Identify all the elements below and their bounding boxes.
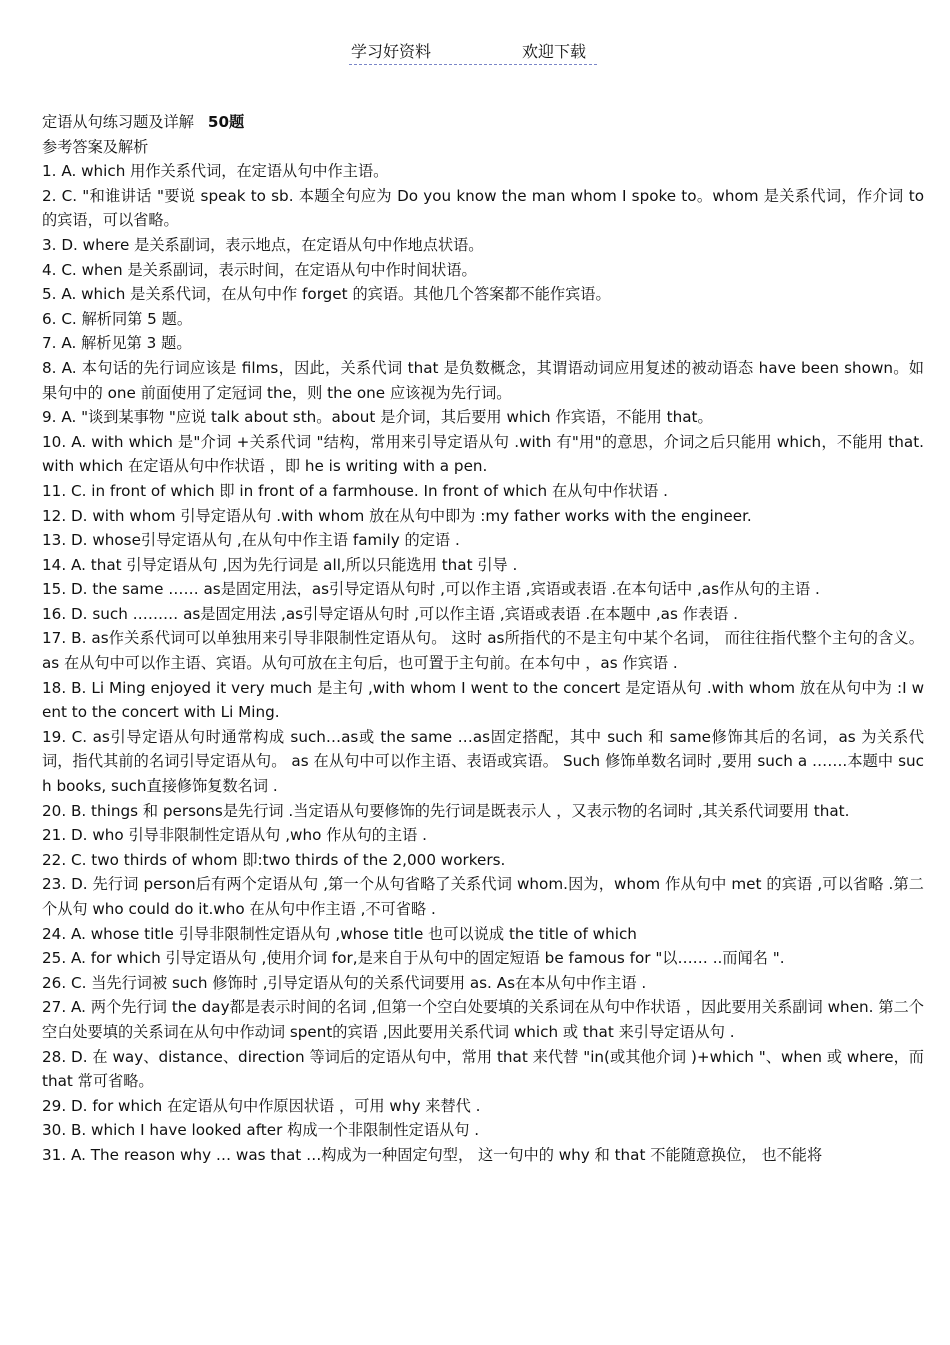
- answer-item: 4. C. when 是关系副词，表示时间，在定语从句中作时间状语。: [42, 260, 477, 279]
- header-left-text: 学习好资料: [351, 42, 432, 61]
- answer-item: 6. C. 解析同第 5 题。: [42, 309, 193, 328]
- answer-item: 7. A. 解析见第 3 题。: [42, 334, 192, 353]
- answer-item: 13. D. whose引导定语从句 ,在从句中作主语 family 的定语 .: [42, 531, 460, 550]
- header-bar: [349, 40, 597, 65]
- answer-item: 12. D. with whom 引导定语从句 .with whom 放在从句中即为 :my father works with the engineer.: [42, 506, 752, 525]
- answer-item: 8. A. 本句话的先行词应该是 films，因此，关系代词 that 是负数概念，其谓语动词应用复述的被动语态 have been shown。如果句中的 one 前面使用了定冠词 the，则 the one 应该视为先行词。: [42, 358, 924, 402]
- answer-item: 31. A. The reason why … was that …构成为一种固定句型， 这一句中的 why 和 that 不能随意换位， 也不能将: [42, 1145, 823, 1164]
- answer-item: 26. C. 当先行词被 such 修饰时 ,引导定语从句的关系代词要用 as. As在本从句中作主语 .: [42, 973, 647, 992]
- answer-item: 22. C. two thirds of whom 即:two thirds of the 2,000 workers.: [42, 850, 506, 869]
- answer-item: 17. B. as作关系代词可以单独用来引导非限制性定语从句。 这时 as所指代的不是主句中某个名词， 而往往指代整个主句的含义。 as 在从句中可以作主语、宾语。从句可放在主句后，也可置于主句前。在本句中 ，as 作宾语 .: [42, 629, 924, 673]
- answer-item: 18. B. Li Ming enjoyed it very much 是主句 ,with whom I went to the concert 是定语从句 .with whom 放在从句中为 :I went to the concert with Li Ming.: [42, 678, 924, 722]
- answer-item: 19. C. as引导定语从句时通常构成 such…as或 the same …as固定搭配，其中 such 和 same修饰其后的名词，as 为关系代词，指代其前的名词引导定语从句。 as 在从句中可以作主语、表语或宾语。 Such 修饰单数名词时 ,要用 such a …….本题中 such books, such直接修饰复数名词 .: [42, 727, 924, 796]
- answer-item: 23. D. 先行词 person后有两个定语从句 ,第一个从句省略了关系代词 whom.因为，whom 作从句中 met 的宾语 ,可以省略 .第二个从句 who could do it.who 在从句中作主语 ,不可省略 .: [42, 875, 924, 918]
- answer-item: 21. D. who 引导非限制性定语从句 ,who 作从句的主语 .: [42, 826, 427, 845]
- answer-item: 15. D. the same …… as是固定用法，as引导定语从句时 ,可以作主语 ,宾语或表语 .在本句话中 ,as作从句的主语 .: [42, 580, 820, 599]
- answer-item: 24. A. whose title 引导非限制性定语从句 ,whose title 也可以说成 the title of which: [42, 924, 637, 943]
- answer-item: 9. A. "谈到某事物 "应说 talk about sth。about 是介词，其后要用 which 作宾语，不能用 that。: [42, 408, 713, 427]
- answer-item: 2. C. "和谁讲话 "要说 speak to sb. 本题全句应为 Do you know the man whom I spoke to。whom 是关系代词，作介词 to 的宾语，可以省略。: [42, 186, 924, 230]
- answer-item: 10. A. with which 是"介词 +关系代词 "结构，常用来引导定语从句 .with 有"用"的意思，介词之后只能用 which，不能用 that. with which 在定语从句中作状语 ，即 he is writing with a pen.: [42, 432, 924, 476]
- answer-item: 30. B. which I have looked after 构成一个非限制性定语从句 .: [42, 1121, 480, 1140]
- document-subtitle: 参考答案及解析: [42, 137, 149, 156]
- answer-item: 3. D. where 是关系副词，表示地点，在定语从句中作地点状语。: [42, 235, 484, 254]
- title-count: 50题: [207, 113, 245, 131]
- document-title: [42, 110, 924, 135]
- answer-item: 20. B. things 和 persons是先行词 .当定语从句要修饰的先行词是既表示人 ，又表示物的名词时 ,其关系代词要用 that.: [42, 801, 850, 820]
- answer-item: 14. A. that 引导定语从句 ,因为先行词是 all,所以只能选用 that 引导 .: [42, 555, 518, 574]
- answer-item: 27. A. 两个先行词 the day都是表示时间的名词 ,但第一个空白处要填的关系词在从句中作状语 ，因此要用关系副词 when. 第二个空白处要填的关系词在从句中作动词 spent的宾语 ,因此要用关系代词 which 或 that 来引导定语从句 .: [42, 998, 924, 1041]
- page-header: [0, 40, 950, 70]
- answer-item: 1. A. which 用作关系代词，在定语从句中作主语。: [42, 162, 389, 181]
- answer-item: 16. D. such ……… as是固定用法 ,as引导定语从句时 ,可以作主语 ,宾语或表语 .在本题中 ,as 作表语 .: [42, 604, 738, 623]
- title-text: 定语从句练习题及详解: [42, 113, 194, 131]
- header-right-text: 欢迎下载: [522, 42, 587, 61]
- answer-item: 29. D. for which 在定语从句中作原因状语 ，可用 why 来替代 .: [42, 1096, 481, 1115]
- answer-item: 5. A. which 是关系代词，在从句中作 forget 的宾语。其他几个答案都不能作宾语。: [42, 285, 611, 304]
- document-body: [42, 110, 924, 1168]
- answer-item: 28. D. 在 way、distance、direction 等词后的定语从句中，常用 that 来代替 "in(或其他介词 )+which "、when 或 where，而 that 常可省略。: [42, 1047, 924, 1091]
- answer-item: 11. C. in front of which 即 in front of a farmhouse. In front of which 在从句中作状语 .: [42, 481, 668, 500]
- answer-item: 25. A. for which 引导定语从句 ,使用介词 for,是来自于从句中的固定短语 be famous for "以…… ..而闻名 ".: [42, 949, 785, 968]
